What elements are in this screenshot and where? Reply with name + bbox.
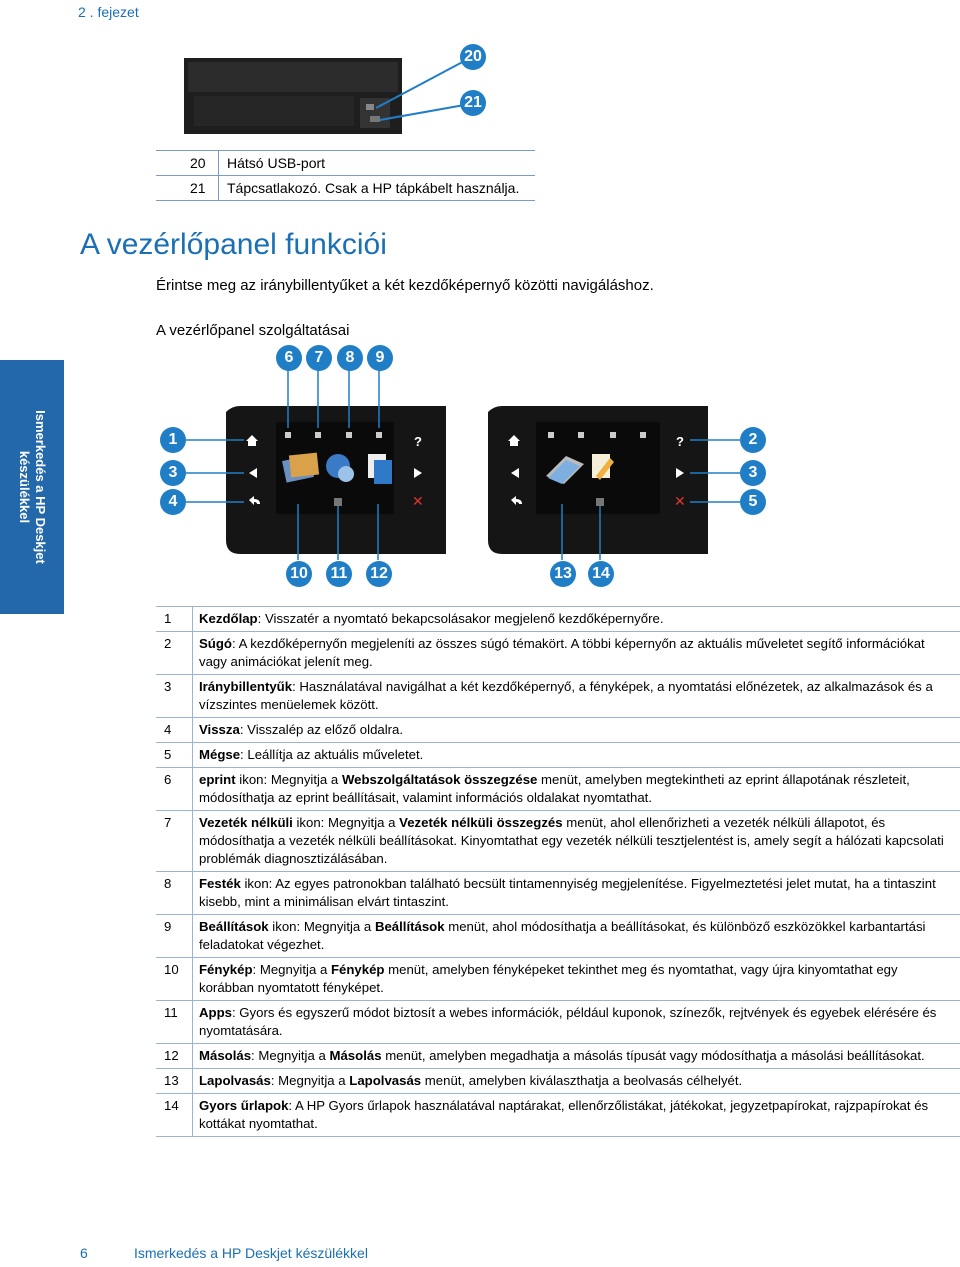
callout-6: 6	[276, 345, 302, 371]
ink-icon	[346, 432, 352, 438]
section-title: A vezérlőpanel funkciói	[80, 228, 387, 261]
term2: Beállítások	[374, 919, 445, 934]
table-row	[156, 1069, 960, 1094]
callout-12: 12	[366, 561, 392, 587]
desc2: menüt, amelyben megtekintheti az eprint állapotának részleteit, módosíthatja az eprint beállításait, valamint információs oldalakat nyomtathat.	[199, 772, 910, 805]
row-number: 13	[156, 1069, 193, 1094]
row-number: 9	[156, 915, 193, 958]
svg-text:✕: ✕	[674, 493, 686, 509]
row-text	[193, 1001, 960, 1044]
footer-title: Ismerkedés a HP Deskjet készülékkel	[134, 1245, 368, 1261]
callout-13: 13	[550, 561, 576, 587]
term: Iránybillentyűk	[199, 679, 293, 694]
row-number: 21	[156, 176, 219, 201]
row-number: 6	[156, 768, 193, 811]
term2: Fénykép	[330, 962, 385, 977]
printer-back-image	[180, 40, 500, 140]
callout-9: 9	[367, 345, 393, 371]
row-text	[193, 811, 960, 872]
page-number: 6	[80, 1245, 88, 1261]
help-icon: ?	[414, 434, 422, 449]
desc: : Használatával navigálhat a két kezdőképernyő, a fényképek, a nyomtatási előnézetek, az alkalmazások és a vízszintes menüelemek között.	[199, 679, 933, 712]
table-row	[156, 718, 960, 743]
desc2: menüt, amelyben kiválaszthatja a beolvasás célhelyét.	[421, 1073, 743, 1088]
row-number: 10	[156, 958, 193, 1001]
term2: Webszolgáltatások összegzése	[341, 772, 538, 787]
callout-3-right: 3	[740, 460, 766, 486]
desc2: menüt, ahol ellenőrizheti a vezeték nélküli állapotot, és módosíthatja a vezeték nélküli beállításokat. Kinyomtathat egy vezeték nélküli tesztjelentést is, amely segít a hálózati kapcsolati problémák diagnosztizálásában.	[199, 815, 944, 866]
desc: ikon: Megnyitja a	[268, 919, 375, 934]
figure-caption: A vezérlőpanel szolgáltatásai	[156, 322, 350, 339]
row-text	[193, 872, 960, 915]
svg-text:?: ?	[676, 434, 684, 449]
table-row	[156, 768, 960, 811]
row-text	[193, 607, 960, 632]
term2: Másolás	[329, 1048, 382, 1063]
table-row	[156, 151, 535, 176]
row-number: 14	[156, 1094, 193, 1137]
desc: : Megnyitja a	[252, 962, 331, 977]
table-row	[156, 675, 960, 718]
desc: : Visszatér a nyomtató bekapcsolásakor megjelenő kezdőképernyőre.	[257, 611, 664, 626]
row-text: Tápcsatlakozó. Csak a HP tápkábelt használja.	[219, 176, 536, 201]
term: Lapolvasás	[199, 1073, 271, 1088]
desc: ikon: Megnyitja a	[292, 815, 400, 830]
row-text	[193, 915, 960, 958]
desc: : Leállítja az aktuális műveletet.	[240, 747, 424, 762]
table-row	[156, 176, 535, 201]
desc: : Gyors és egyszerű módot biztosít a webes információk, például kuponok, színezők, rejtvények és egyebek elérésére és nyomtatására.	[199, 1005, 937, 1038]
desc: : A kezdőképernyőn megjeleníti az összes súgó témakört. A többi képernyőn az aktuális műveletet segítő információkat vagy animációkat jelenít meg.	[199, 636, 925, 669]
row-text	[193, 1069, 960, 1094]
port-table	[156, 150, 535, 201]
callout-5: 5	[740, 489, 766, 515]
row-text	[193, 958, 960, 1001]
term: Másolás	[199, 1048, 252, 1063]
callout-1: 1	[160, 427, 186, 453]
term2: Lapolvasás	[349, 1073, 422, 1088]
desc: : Megnyitja a	[251, 1048, 330, 1063]
term: Gyors űrlapok	[199, 1098, 289, 1113]
table-row	[156, 1001, 960, 1044]
row-number: 2	[156, 632, 193, 675]
callout-3-left: 3	[160, 460, 186, 486]
eprint-icon	[285, 432, 291, 438]
desc2: menüt, ahol módosíthatja a beállításokat, és különböző eszközökkel karbantartási feladatokat végezhet.	[199, 919, 926, 952]
row-number: 12	[156, 1044, 193, 1069]
callout-20: 20	[460, 44, 486, 70]
desc: ikon: Megnyitja a	[235, 772, 342, 787]
desc: ikon: Az egyes patronokban található becsült tintamennyiség megjelenítése. Figyelmeztetési jelet mutat, ha a tintaszint kisebb, mint a minimálisan elvárt tintaszint.	[199, 876, 936, 909]
callout-4: 4	[160, 489, 186, 515]
cancel-x-icon: ✕	[412, 493, 424, 509]
table-row	[156, 1044, 960, 1069]
desc2: menüt, amelyben megadhatja a másolás típusát vagy módosíthatja a másolási beállításokat.	[381, 1048, 925, 1063]
table-row	[156, 958, 960, 1001]
term: Kezdőlap	[199, 611, 258, 626]
table-row	[156, 811, 960, 872]
callout-14: 14	[588, 561, 614, 587]
control-panel-figure	[150, 340, 780, 600]
callout-10: 10	[286, 561, 312, 587]
row-number: 3	[156, 675, 193, 718]
desc2: menüt, amelyben fényképeket tekinthet meg és nyomtathat, vagy újra kinyomtathat egy korábban nyomtatott fényképet.	[199, 962, 898, 995]
term: Súgó	[199, 636, 232, 651]
row-number: 5	[156, 743, 193, 768]
row-text: Hátsó USB-port	[219, 151, 536, 176]
table-row	[156, 743, 960, 768]
row-number: 11	[156, 1001, 193, 1044]
term: Mégse	[199, 747, 241, 762]
side-tab-line1: Ismerkedés a HP Deskjet	[33, 410, 48, 564]
table-row	[156, 915, 960, 958]
side-tab	[0, 360, 64, 614]
intro-text: Érintse meg az iránybillentyűket a két kezdőképernyő közötti navigáláshoz.	[156, 277, 654, 294]
term: Fénykép	[199, 962, 253, 977]
row-number: 4	[156, 718, 193, 743]
row-text	[193, 718, 960, 743]
table-row	[156, 632, 960, 675]
row-text	[193, 632, 960, 675]
callout-11: 11	[326, 561, 352, 587]
callout-8: 8	[337, 345, 363, 371]
row-text	[193, 743, 960, 768]
term: Apps	[199, 1005, 232, 1020]
term: eprint	[199, 772, 236, 787]
row-text	[193, 768, 960, 811]
callout-2: 2	[740, 427, 766, 453]
chapter-header: 2 . fejezet	[78, 4, 139, 20]
row-text	[193, 1044, 960, 1069]
desc: : Visszalép az előző oldalra.	[239, 722, 404, 737]
term2: Vezeték nélküli összegzés	[399, 815, 563, 830]
table-row	[156, 1094, 960, 1137]
desc: : A HP Gyors űrlapok használatával naptárakat, ellenőrzőlistákat, játékokat, jegyzetpapírokat, rajzpapírokat és kottákat nyomtathat.	[199, 1098, 929, 1131]
row-number: 20	[156, 151, 219, 176]
row-text	[193, 675, 960, 718]
table-row	[156, 872, 960, 915]
wrench-icon	[376, 432, 382, 438]
wireless-icon	[315, 432, 321, 438]
term: Vissza	[199, 722, 240, 737]
table-row	[156, 607, 960, 632]
term: Vezeték nélküli	[199, 815, 293, 830]
desc: : Megnyitja a	[270, 1073, 350, 1088]
callout-7: 7	[306, 345, 332, 371]
feature-table	[156, 606, 960, 1137]
row-number: 7	[156, 811, 193, 872]
callout-21: 21	[460, 90, 486, 116]
side-tab-line2: készülékkel	[17, 450, 32, 524]
term: Beállítások	[199, 919, 269, 934]
row-number: 1	[156, 607, 193, 632]
row-number: 8	[156, 872, 193, 915]
row-text	[193, 1094, 960, 1137]
term: Festék	[199, 876, 241, 891]
